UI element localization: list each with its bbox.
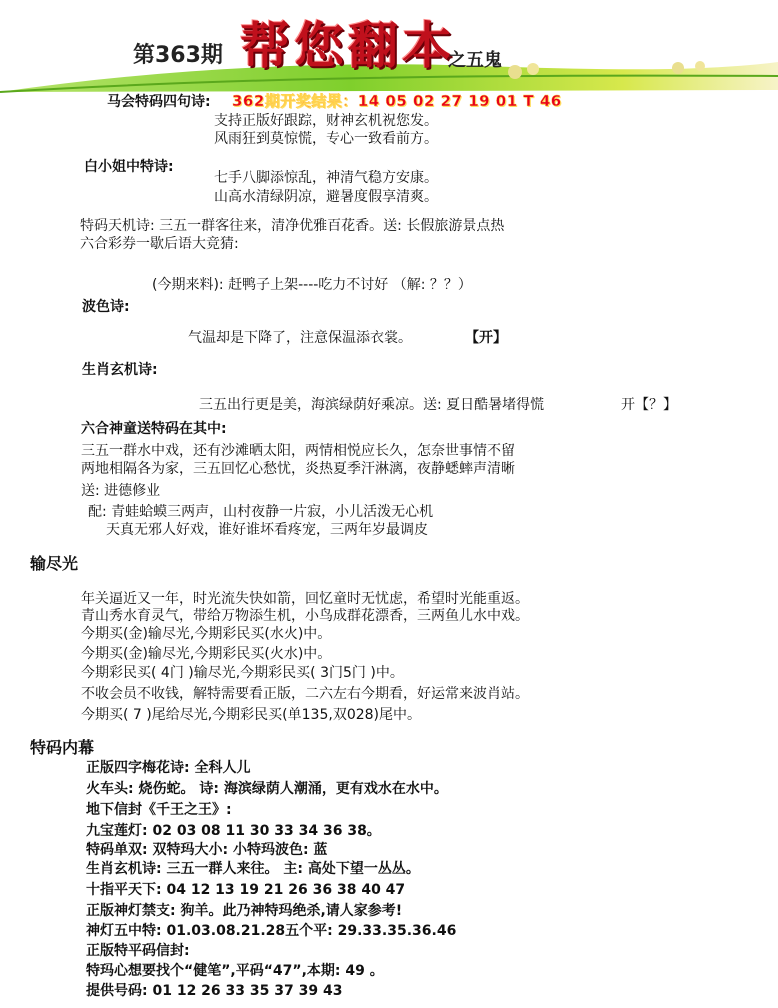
zodiac-label: 生肖玄机诗:: [82, 362, 158, 378]
xiehouyu-title: 六合彩券一歇后语大竞猜:: [80, 236, 239, 252]
poem4-line-1: 支持正版好跟踪，财神玄机祝您发。: [214, 113, 438, 129]
shujinguang-line-4: 今期买(金)输尽光,今期彩民买(火水)中。: [81, 646, 332, 662]
shujinguang-line-6: 不收会员不收钱，解特需要看正版，二六左右今期看，好运常来波肖站。: [81, 686, 529, 702]
neimu-line-10: 正版特平码信封:: [86, 943, 190, 959]
neimu-line-6: 生肖玄机诗: 三五一群人来往。 主: 高处下望一丛丛。: [86, 861, 420, 877]
neimu-line-2: 火车头: 烧伤蛇。 诗: 海滨绿荫人潮涌，更有戏水在水中。: [86, 781, 448, 797]
miss-white-line-1: 七手八脚添惊乱，神清气稳方安康。: [214, 170, 438, 186]
shentong-line-1: 三五一群水中戏，还有沙滩晒太阳，两情相悦应长久，怎奈世事情不留: [81, 443, 515, 459]
neimu-line-11: 特玛心想要找个“健笔”,平码“47”,本期: 49 。: [86, 963, 384, 979]
neimu-line-9: 神灯五中特: 01.03.08.21.28五个平: 29.33.35.36.46: [86, 923, 457, 939]
wave-line: 气温却是下降了，注意保温添衣裳。: [188, 330, 412, 346]
poem4-line-2: 风雨狂到莫惊慌，专心一致看前方。: [214, 131, 438, 147]
neimu-title: 特码内幕: [30, 738, 95, 757]
issue-number: 第363期: [133, 43, 223, 68]
xiehouyu-riddle: (今期来料): 赶鸭子上架----吃力不讨好 （解: ？？）: [152, 277, 472, 293]
shujinguang-line-7: 今期买( 7 )尾给尽光,今期彩民买(单135,双028)尾中。: [81, 707, 421, 723]
shujinguang-line-5: 今期彩民买( 4门 )输尽光,今期彩民买( 3门5门 )中。: [81, 665, 404, 681]
neimu-line-8: 正版神灯禁支: 狗羊。此乃神特玛绝杀,请人家参考!: [86, 903, 403, 919]
poem4-label: 马会特码四句诗:: [107, 94, 211, 110]
tianji-poem: 特码天机诗: 三五一群客往来，清净优雅百花香。送: 长假旅游景点热: [80, 218, 505, 234]
banner-title: 帮您翻本: [240, 16, 456, 75]
shujinguang-title: 输尽光: [30, 554, 79, 573]
banner-subtitle: 之五鬼: [448, 50, 502, 71]
neimu-line-7: 十指平天下: 04 12 13 19 21 26 36 38 40 47: [86, 882, 406, 898]
shentong-line-2: 两地相隔各为家，三五回忆心愁忧，炎热夏季汗淋漓，夜静蟋蟀声清晰: [81, 461, 515, 477]
shujinguang-line-3: 今期买(金)输尽光,今期彩民买(水火)中。: [81, 626, 332, 642]
neimu-line-5: 特码单双: 双特玛大小: 小特玛波色: 蓝: [86, 842, 328, 858]
last-result: 362期开奖结果：14 05 02 27 19 01 T 46: [232, 92, 562, 110]
zodiac-line: 三五出行更是美，海滨绿荫好乘凉。送: 夏日酷暑堵得慌: [199, 397, 545, 413]
shentong-send: 送: 进德修业: [81, 483, 161, 499]
neimu-line-12: 提供号码: 01 12 26 33 35 37 39 43: [86, 983, 343, 999]
neimu-line-4: 九宝莲灯: 02 03 08 11 30 33 34 36 38。: [86, 823, 381, 839]
shentong-pei-1: 配: 青蛙蛤蟆三两声，山村夜静一片寂，小儿活泼无心机: [88, 504, 434, 520]
miss-white-line-2: 山高水清绿阴凉，避暑度假享清爽。: [214, 189, 438, 205]
shentong-label: 六合神童送特码在其中:: [81, 421, 227, 437]
miss-white-label: 白小姐中特诗:: [84, 159, 174, 175]
shentong-pei-2: 天真无邪人好戏，谁好谁坏看疼宠，三两年岁最调皮: [106, 522, 428, 538]
shujinguang-line-2: 青山秀水育灵气，带给万物添生机，小鸟成群花漂香，三两鱼儿水中戏。: [81, 608, 529, 624]
neimu-line-1: 正版四字梅花诗: 全科人儿: [86, 760, 251, 776]
shujinguang-line-1: 年关逼近又一年，时光流失快如箭，回忆童时无忧虑，希望时光能重返。: [81, 591, 529, 607]
zodiac-tag: 开【？】: [621, 397, 677, 413]
wave-label: 波色诗:: [82, 299, 130, 315]
wave-tag: 【开】: [465, 330, 507, 346]
neimu-line-3: 地下信封《千王之王》:: [86, 802, 232, 818]
